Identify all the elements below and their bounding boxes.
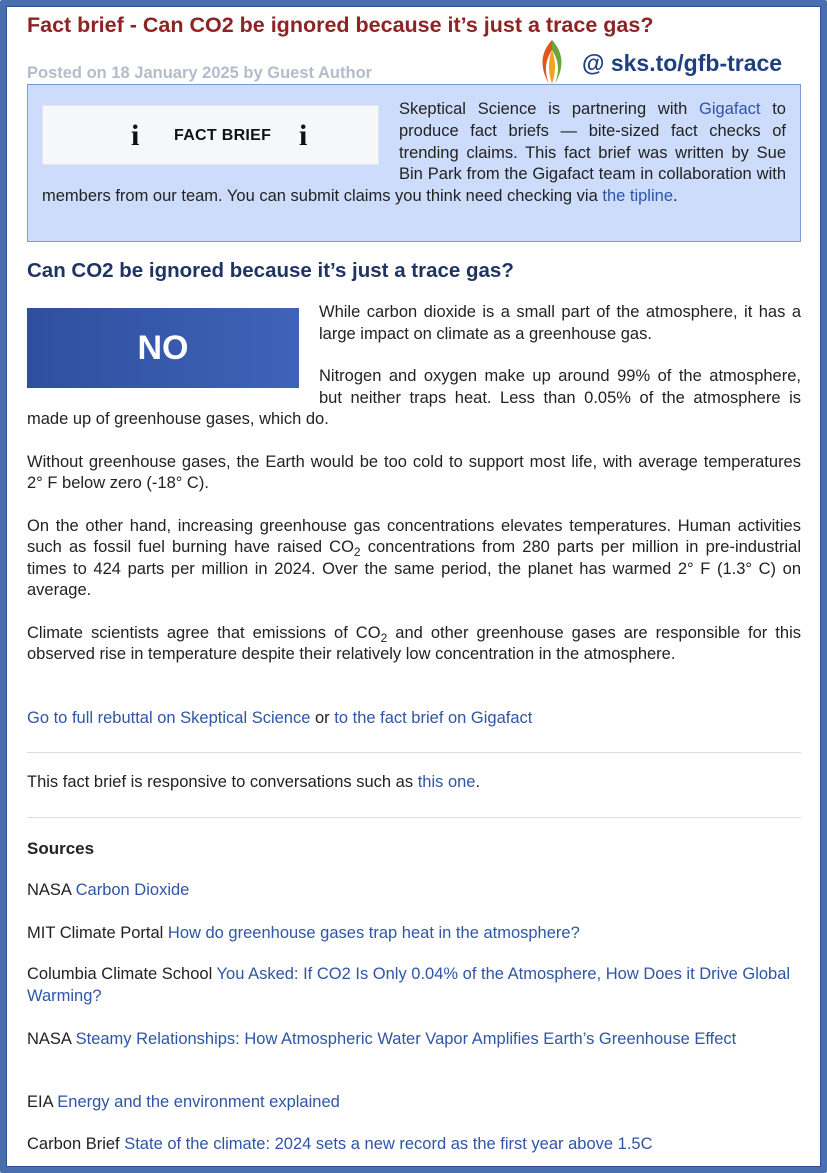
divider — [27, 752, 801, 753]
source-link[interactable]: How do greenhouse gases trap heat in the atmosphere? — [167, 924, 580, 942]
conversation-link[interactable]: this one — [417, 773, 476, 791]
paragraph-2: Nitrogen and oxygen make up around 99% of the atmosphere, but neither traps heat. Less than 0.05% of the atmosphere is made up of greenhouse gases, which do. — [27, 367, 801, 428]
short-link-handle: @ sks.to/gfb-trace — [582, 50, 783, 76]
paragraph-3: Without greenhouse gases, the Earth would be too cold to support most life, with average temperatures 2° F below zero (-18° C). — [27, 452, 801, 492]
full-rebuttal-link[interactable]: Go to full rebuttal on Skeptical Science — [27, 709, 311, 727]
paragraph-5: Climate scientists agree that emissions of $CO_2$ and other greenhouse gases are responsible for this observed rise in temperature despite their relatively low concentration in the atmosphere. — [27, 623, 801, 663]
info-icon: i — [299, 119, 308, 152]
posted-byline: Posted on 18 January 2025 by Guest Author — [27, 64, 373, 82]
source-item: EIA Energy and the environment explained — [27, 1093, 340, 1111]
flame-leaf-logo-icon — [537, 38, 567, 86]
tipline-link[interactable]: the tipline — [602, 187, 673, 206]
source-item: Carbon Brief State of the climate: 2024 sets a new record as the first year above 1.5C — [27, 1135, 653, 1153]
article-body — [27, 302, 801, 687]
gigafact-link[interactable]: Gigafact — [699, 100, 761, 118]
question-heading: Can CO2 be ignored because it’s just a trace gas? — [27, 259, 514, 282]
source-item: Columbia Climate School You Asked: If CO2 Is Only 0.04% of the Atmosphere, How Does it Drive Global Warming? — [27, 965, 791, 1005]
partner-description: Skeptical Science is partnering with Gigafact to produce fact briefs — bite-sized fact checks of trending claims. This fact brief was written by Sue Bin Park from the Gigafact team in collaboration with members from our team. You can submit claims you think need checking via the tipline. — [42, 100, 786, 206]
source-link[interactable]: You Asked: If CO2 Is Only 0.04% of the Atmosphere, How Does it Drive Global Warming? — [27, 965, 791, 1005]
gigafact-brief-link[interactable]: to the fact brief on Gigafact — [334, 709, 533, 727]
source-link[interactable]: Energy and the environment explained — [57, 1093, 340, 1111]
paragraph-4: On the other hand, increasing greenhouse gas concentrations elevates temperatures. Human activities such as fossil fuel burning have raised $CO_2$ concentrations from 280 parts per million in pre-industrial times to 424 parts per million in 2024. Over the same period, the planet has warmed 2° F (1.3° C) on average. — [27, 516, 801, 599]
fact-brief-label: FACT BRIEF — [174, 127, 272, 144]
info-icon: i — [131, 119, 140, 152]
source-link[interactable]: State of the climate: 2024 sets a new record as the first year above 1.5C — [124, 1135, 653, 1153]
conversation-note: This fact brief is responsive to conversations such as this one. — [27, 773, 481, 791]
paragraph-1: While carbon dioxide is a small part of the atmosphere, it has a large impact on climate as a greenhouse gas. — [319, 303, 801, 343]
rebuttal-links: Go to full rebuttal on Skeptical Science or to the fact brief on Gigafact — [27, 709, 533, 727]
divider — [27, 817, 801, 818]
verdict-badge: NO — [27, 308, 299, 388]
source-link[interactable]: Carbon Dioxide — [75, 881, 190, 899]
source-item: MIT Climate Portal How do greenhouse gases trap heat in the atmosphere? — [27, 924, 580, 942]
source-link[interactable]: Steamy Relationships: How Atmospheric Water Vapor Amplifies Earth’s Greenhouse Effect — [75, 1030, 737, 1048]
partner-info-box — [27, 84, 801, 242]
sources-heading: Sources — [27, 839, 95, 858]
source-item: NASA Carbon Dioxide — [27, 881, 190, 899]
page-title: Fact brief - Can CO2 be ignored because it’s just a trace gas? — [27, 13, 654, 37]
source-item: NASA Steamy Relationships: How Atmospheric Water Vapor Amplifies Earth’s Greenhouse Effect — [27, 1030, 737, 1048]
